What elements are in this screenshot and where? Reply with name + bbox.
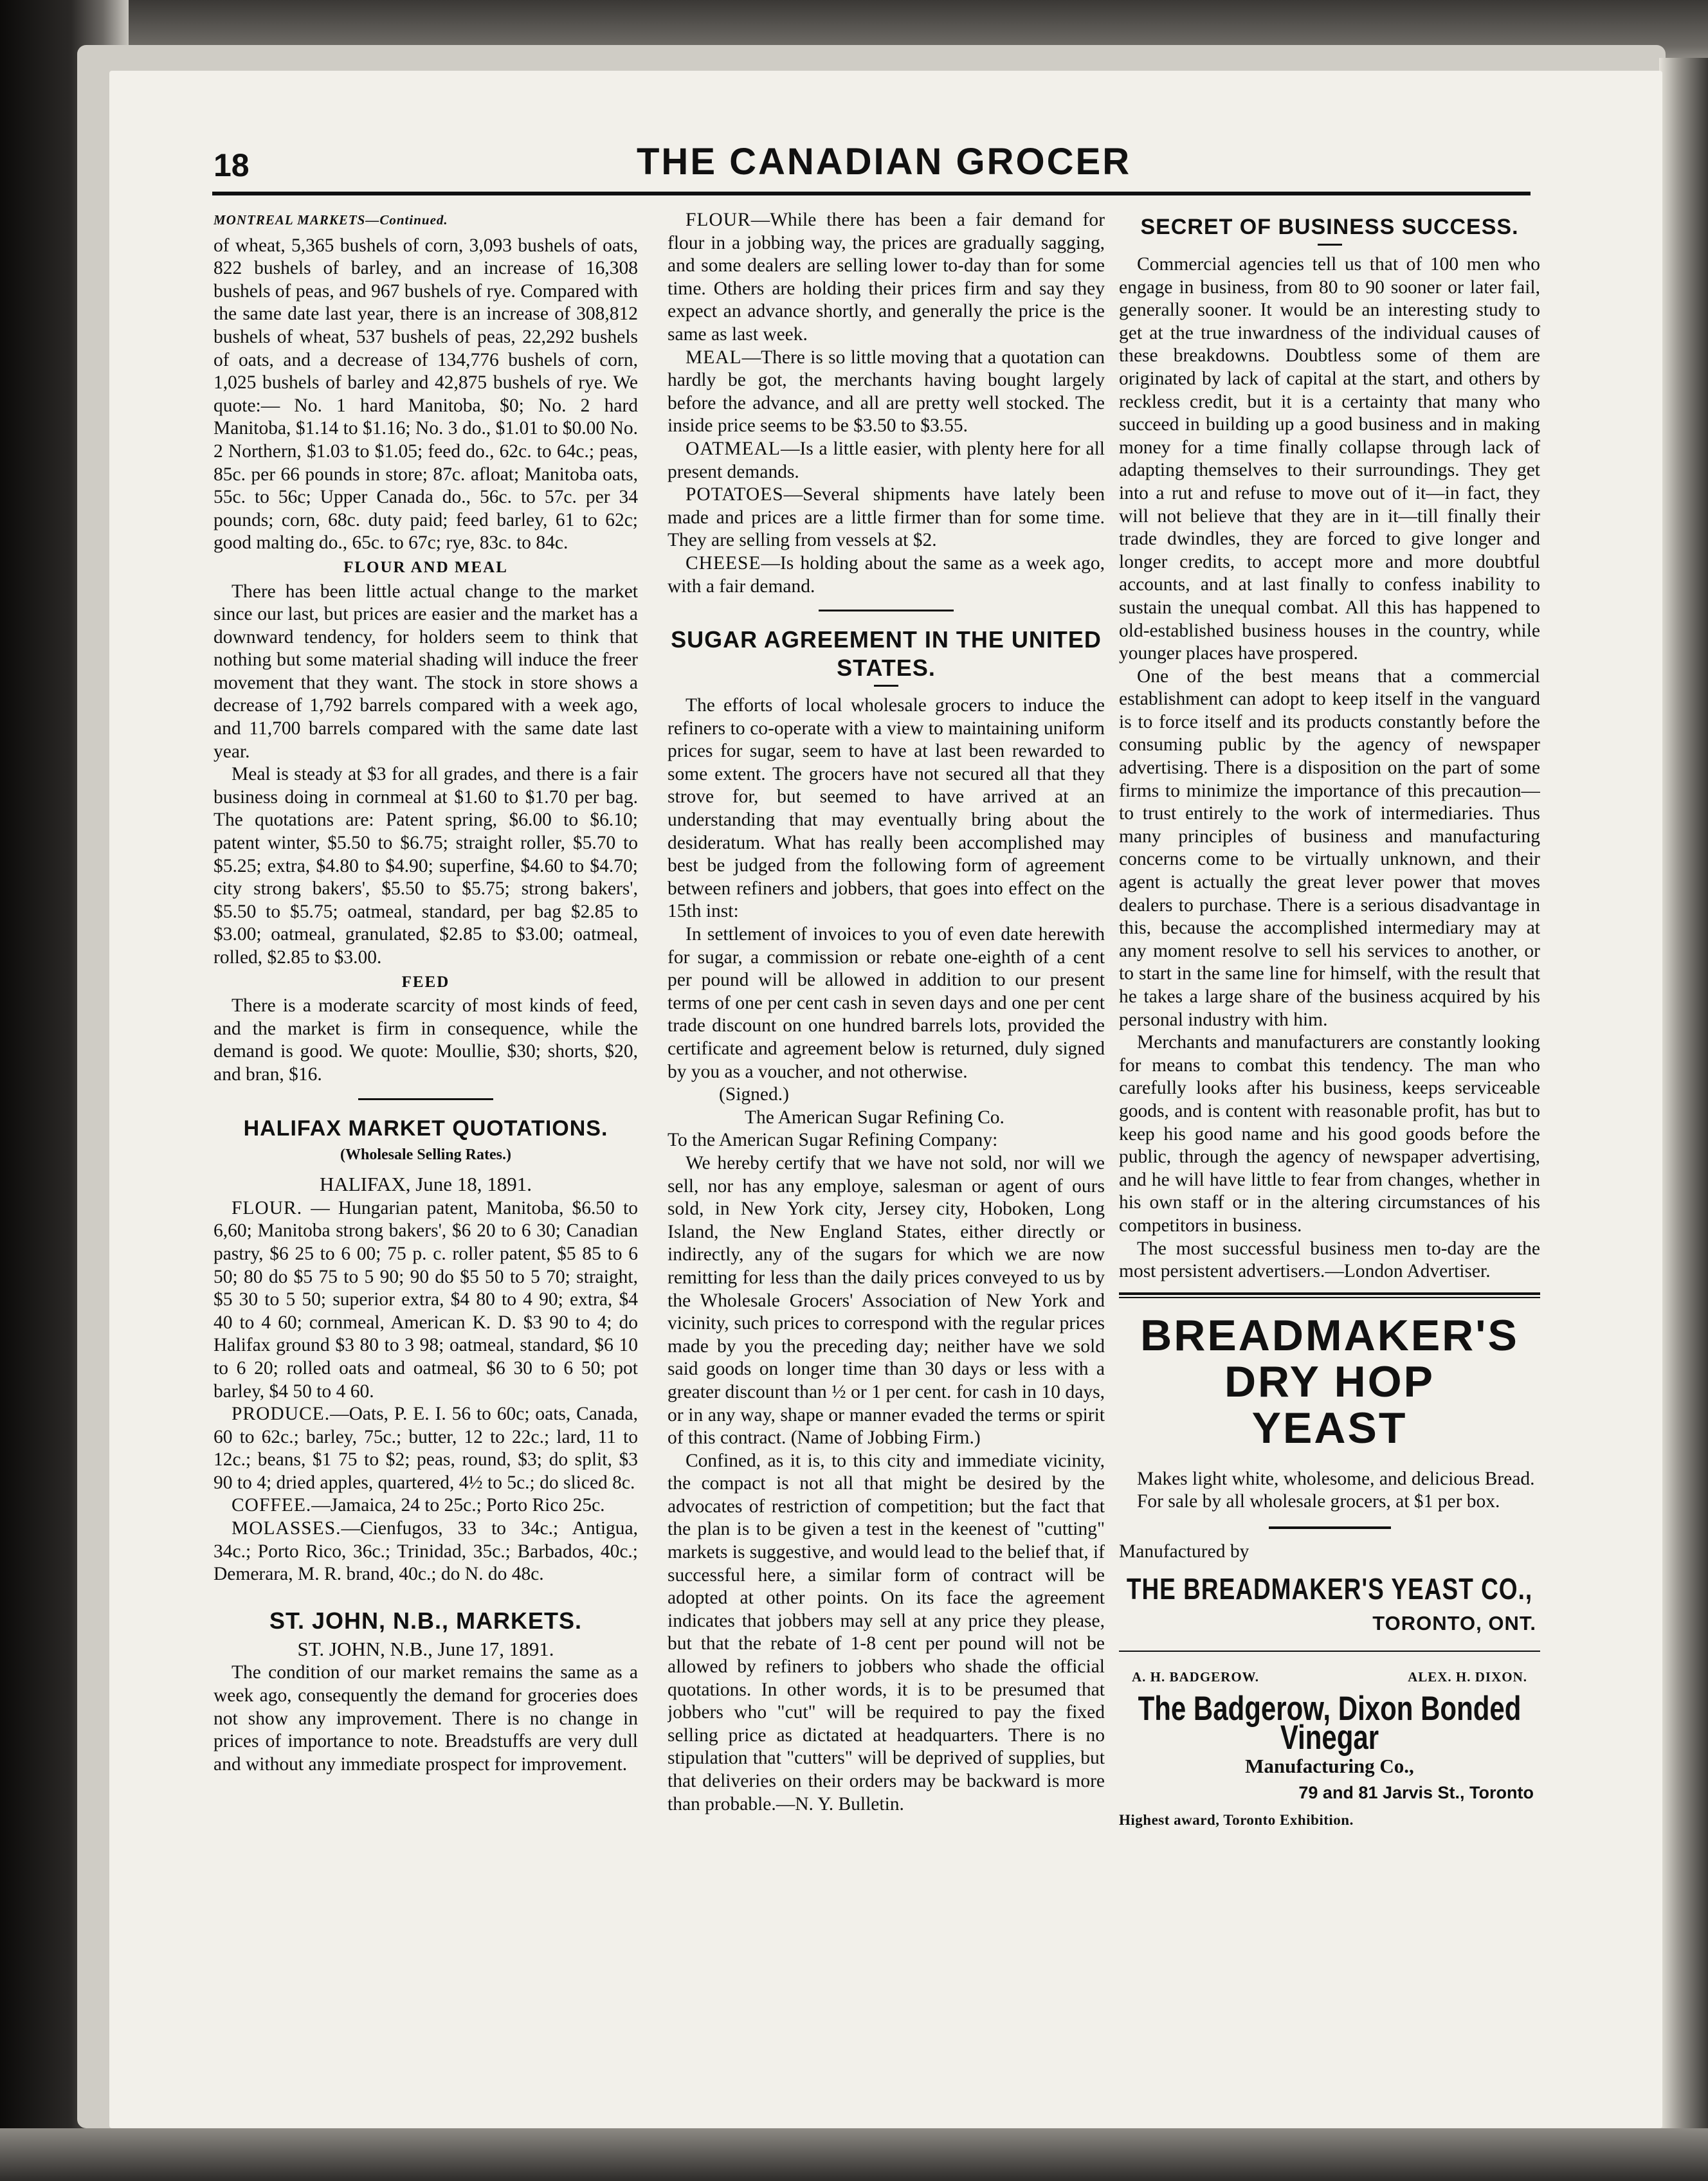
secret-paragraph-3: Merchants and manufacturers are constantly looking for means to combat this tendency. The man who carefully looks after his business, keeps serviceable goods, and is content with reasonable profit, has but to keep his good name and his good goods before the public, through the agency of newspaper advertising, and he will have little to fear from changes, whether in his own staff or in the altering circumstances of his competitors in business. [1119,1032,1540,1236]
market-flour-label: FLOUR [686,210,751,230]
column-right [1119,209,1540,2035]
flour-paragraph: There has been little actual change to the market since our last, but prices are easier and the market has a downward tendency, for holders seem to think that nothing but some material shading will induce the freer movement that they want. The stock in store shows a decrease of 1,792 barrels compared with a week ago, and 11,700 barrels compared with the same date last year. [214,581,638,762]
spacer [214,1586,638,1603]
halifax-subnote: (Wholesale Selling Rates.) [340,1146,511,1163]
signed-line: (Signed.) [719,1084,789,1105]
market-flour [668,209,1105,347]
halifax-produce [214,1403,638,1494]
proprietor-right: ALEX. H. DIXON. [1408,1669,1527,1685]
yeast-advertisement [1119,1312,1540,1635]
vinegar-company-sub: Manufacturing Co., [1245,1755,1414,1778]
market-meal-text: —There is so little moving that a quotation can hardly be got, the merchants having bought largely before the advance, and all are pretty well stocked. The inside price seems to be $3.50 to $3.55. [668,347,1105,437]
continued-label: MONTREAL MARKETS—Continued. [214,212,448,228]
column-left [214,209,638,2035]
to-company-line: To the American Sugar Refining Company: [668,1130,998,1151]
ad-brand-line-3: YEAST [1251,1403,1408,1452]
ad-brand-line-2: DRY HOP [1224,1357,1435,1406]
halifax-flour-label: FLOUR. [232,1197,303,1218]
proprietor-names [1132,1666,1527,1689]
ad-brand-line-1: BREADMAKER'S [1140,1310,1519,1360]
ad-manufactured-by: Manufactured by [1119,1541,1249,1562]
feed-subhead: FEED [401,973,450,991]
market-oatmeal-label: OATMEAL [686,438,781,459]
market-potatoes-label: POTATOES [686,484,784,505]
feed-paragraph: There is a moderate scarcity of most kinds of feed, and the market is firm in consequence, while the demand is good. We quote: Moullie, $30; shorts, $20, and bran, $16. [214,995,638,1085]
secret-paragraph-4: The most successful business men to-day are the most persistent advertisers.—London Advertiser. [1119,1238,1540,1282]
secret-headline: SECRET OF BUSINESS SUCCESS. [1140,215,1519,239]
halifax-coffee [214,1494,638,1517]
sugar-headline: SUGAR AGREEMENT IN THE UNITED STATES. [671,626,1102,682]
section-rule [819,610,954,611]
ad-city: TORONTO, ONT. [1372,1612,1536,1635]
headline-rule [874,685,898,687]
market-meal-label: MEAL [686,347,742,368]
ad-rule [1269,1526,1391,1529]
halifax-produce-label: PRODUCE. [232,1404,331,1425]
meal-paragraph: Meal is steady at $3 for all grades, and there is a fair business doing in cornmeal at $1.60 to $1.70 per bag. The quotations are: Patent spring, $6.00 to $6.10; patent winter, $5.50 to $6.75; straight roller, $5.70 to $5.25; extra, $4.80 to $4.90; superfine, $4.60 to $4.70; city strong bakers', $5.50 to $5.75; strong bakers', $5.50 to $5.75; oatmeal, standard, per bag $2.85 to $3.00; oatmeal, granulated, $2.85 to $3.00; oatmeal, rolled, $2.85 to $3.00. [214,764,638,968]
ad-top-rule-thin [1119,1297,1540,1298]
halifax-molasses-label: MOLASSES. [232,1518,341,1539]
flour-meal-subhead: FLOUR AND MEAL [343,558,508,576]
ad-divider [1119,1651,1540,1652]
market-oatmeal [668,438,1105,484]
wheat-paragraph: of wheat, 5,365 bushels of corn, 3,093 bushels of oats, 822 bushels of barley, and an increase of 16,308 bushels of peas, and 967 bushels of rye. Compared with the same date last year, there is an increase of 308,812 bushels of wheat, 537 bushels of peas, 22,292 bushels of oats, and a decrease of 134,776 bushels of corn, 1,025 bushels of barley and 42,875 bushels of rye. We quote:— No. 1 hard Manitoba, $0; No. 2 hard Manitoba, $1.14 to $1.16; No. 3 do., $1.01 to $0.00 No. 2 Northern, $1.03 to $1.05; feed do., 62c. to 64c.; peas, 85c. per 66 pounds in store; 87c. afloat; Manitoba oats, 55c. to 56c; Upper Canada do., 56c. to 57c. per 34 pounds; corn, 68c. duty paid; feed barley, 61 to 62c; good malting do., 65c. to 67c; rye, 83c. to 84c. [214,235,638,554]
header-rule [212,192,1531,195]
vinegar-award: Highest award, Toronto Exhibition. [1119,1811,1354,1828]
market-meal [668,347,1105,438]
vinegar-company: The Badgerow, Dixon Bonded Vinegar [1138,1689,1522,1757]
spacer [1119,1451,1540,1468]
sugar-paragraph-3: We hereby certify that we have not sold, nor will we sell, nor has any employe, salesman or agent of ours sold, in New York city, Jersey city, Hoboken, Long Island, the New England States, either directly or indirectly, any of the sugars for which we are now remitting for less than the daily prices conveyed to us by the Wholesale Grocers' Association of New York and vicinity, such prices to correspond with the regular prices made by you the preceding day; neither have we sold said goods on longer time than 30 days or less with a greater discount than ½ or 1 per cent. for cash in 10 days, or in any way, shape or manner evaded the terms or spirit of this contract. (Name of Jobbing Firm.) [668,1152,1105,1449]
headline-rule [1318,244,1342,246]
halifax-dateline: HALIFAX, June 18, 1891. [319,1173,532,1196]
halifax-coffee-label: COFFEE. [232,1495,312,1516]
sugar-paragraph-1: The efforts of local wholesale grocers to induce the refiners to co-operate with a view to maintaining uniform prices for sugar, seem to have at last been rewarded to some extent. The grocers have not secured all that they strove for, but seemed to have arrived at an understanding that may eventually bring about the desideratum. What has really been accomplished may best be judged from the following form of agreement between refiners and jobbers, that goes into effect on the 15th inst: [668,695,1105,922]
sugar-paragraph-2: In settlement of invoices to you of even date herewith for sugar, a commission or rebate one-eighth of a cent per pound will be allowed in addition to our present terms of one per cent cash in seven days and one per cent trade discount on one hundred barrels lots, provided the certificate and agreement below is returned, duly signed by you as a voucher, and not otherwise. [668,924,1105,1082]
stjohn-headline: ST. JOHN, N.B., MARKETS. [269,1607,583,1634]
halifax-flour [214,1197,638,1403]
scan-fold-right [1659,58,1708,2148]
market-potatoes [668,484,1105,552]
vinegar-advertisement [1119,1666,1540,1832]
halifax-produce-text: —Oats, P. E. I. 56 to 60c; oats, Canada, 60 to 62c.; barley, 75c.; butter, 12 to 22c.; lard, 11 to 12c.; beans, $1 75 to $2; peas, round, $3; do split, $3 90 to 4; dried apples, quartered, 4½ to 5c.; do sliced 8c. [214,1404,638,1493]
journal-title: THE CANADIAN GROCER [637,141,1132,183]
signed-company: The American Sugar Refining Co. [745,1107,1004,1128]
halifax-molasses [214,1517,638,1586]
column-middle [668,209,1105,2035]
market-flour-text: —While there has been a fair demand for flour in a jobbing way, the prices are gradually sagging, and some dealers are selling lower to-day than for some time. Others are holding their prices firm and say they expect an advance shortly, and generally the price is the same as last week. [668,210,1105,345]
proprietor-left: A. H. BADGEROW. [1132,1669,1260,1685]
halifax-coffee-text: —Jamaica, 24 to 25c.; Porto Rico 25c. [311,1495,605,1516]
ad-maker: THE BREADMAKER'S YEAST CO., [1126,1572,1533,1606]
page-number: 18 [214,147,250,183]
market-cheese-text: —Is holding about the same as a week ago, with a fair demand. [668,552,1105,597]
sugar-paragraph-4: Confined, as it is, to this city and immediate vicinity, the compact is not all that might be desired by the advocates of restriction of competition; but the fact that the plan is to be given a test in the keenest of "cutting" markets is suggestive, and would lead to the belief that, if successful here, a similar form of contract will be adopted at other points. On its face the agreement indicates that jobbers may sell at any price they please, but that the rebate of 1-8 cent per pound will not be allowed by refiners to jobbers who shade the official quotations. In other words, it is to be presumed that jobbers who "cut" will be required to pay the fixed selling price as dictated at headquarters. There is no stipulation that "cutters" will be deprived of supplies, but that deliveries on their orders may be backward is more than probable.—N. Y. Bulletin. [668,1450,1105,1814]
ad-description-2: For sale by all wholesale grocers, at $1 per box. [1137,1491,1500,1512]
ad-top-rule [1119,1292,1540,1295]
market-cheese-label: CHEESE [686,552,761,574]
market-oatmeal-text: —Is a little easier, with plenty here for all present demands. [668,438,1105,482]
section-rule [358,1098,493,1100]
scan-shadow-bottom [0,2128,1708,2181]
secret-paragraph-2: One of the best means that a commercial establishment can adopt to keep itself in the vanguard is to force itself and its products constantly before the consuming public by the agency of newspaper advertising. There is a disposition on the part of some firms to minimize the importance of this precaution—to trust entirely to the work of intermediaries. Thus many principles of business and manufacturing concerns come to be virtually unknown, and their agent is actually the great lever power that moves dealers to purchase. There is a serious disadvantage in this, because the accomplished intermediary may at any moment resolve to sell his services to another, or to start in the same line for himself, with the result that he takes a large share of the business acquired by his personal industry with him. [1119,665,1540,1030]
market-potatoes-text: —Several shipments have lately been made and prices are a little firmer than for some time. They are selling from vessels at $2. [668,484,1105,551]
halifax-flour-text: — Hungarian patent, Manitoba, $6.50 to 6,60; Manitoba strong bakers', $6 20 to 6 30; Canadian pastry, $6 25 to 6 00; 75 p. c. roller patent, $5 85 to 6 50; 80 do $5 75 to 5 90; 90 do $5 50 to 5 70; straight, $5 30 to 5 50; superior extra, $4 80 to 4 90; extra, $4 40 to 4 60; cornmeal, American K. D. $3 90 to 4; do Halifax ground $3 80 to 3 98; oatmeal, standard, $6 10 to 6 20; rolled oats and oatmeal, $6 30 to 6 50; pot barley, $4 50 to 4 60. [214,1197,638,1402]
market-cheese [668,552,1105,598]
stjohn-dateline: ST. JOHN, N.B., June 17, 1891. [297,1637,554,1660]
halifax-headline: HALIFAX MARKET QUOTATIONS. [243,1116,608,1141]
vinegar-address: 79 and 81 Jarvis St., Toronto [1298,1783,1534,1803]
stjohn-paragraph: The condition of our market remains the same as a week ago, consequently the demand for groceries does not show any improvement. There is no change in prices of importance to note. Breadstuffs are very dull and without any immediate prospect for improvement. [214,1662,638,1775]
ad-description-1: Makes light white, wholesome, and delicious Bread. [1137,1468,1535,1489]
halifax-molasses-text: —Cienfugos, 33 to 34c.; Antigua, 34c.; Porto Rico, 36c.; Trinidad, 35c.; Barbados, 40c.; Demerara, M. R. brand, 40c.; do N. do 48c. [214,1518,638,1585]
secret-paragraph-1: Commercial agencies tell us that of 100 men who engage in business, from 80 to 90 sooner or later fail, generally sooner. It would be an interesting study to get at the true inwardness of the individual causes of these breakdowns. Doubtless some of them are originated by lack of capital at the start, and others by reckless credit, but it is a certainty that many who succeed in building up a good business and in making money for a time finally collapse through lack of adapting themselves to their surroundings. They get into a rut and refuse to move out of it—in fact, they will not believe that they are in it—till finally their trade dwindles, they are forced to give longer and longer credits, to accept more and more doubtful accounts, and at last finally to confess inability to sustain the unequal combat. All this has happened to old-established business houses in the country, while younger places have prospered. [1119,254,1540,664]
